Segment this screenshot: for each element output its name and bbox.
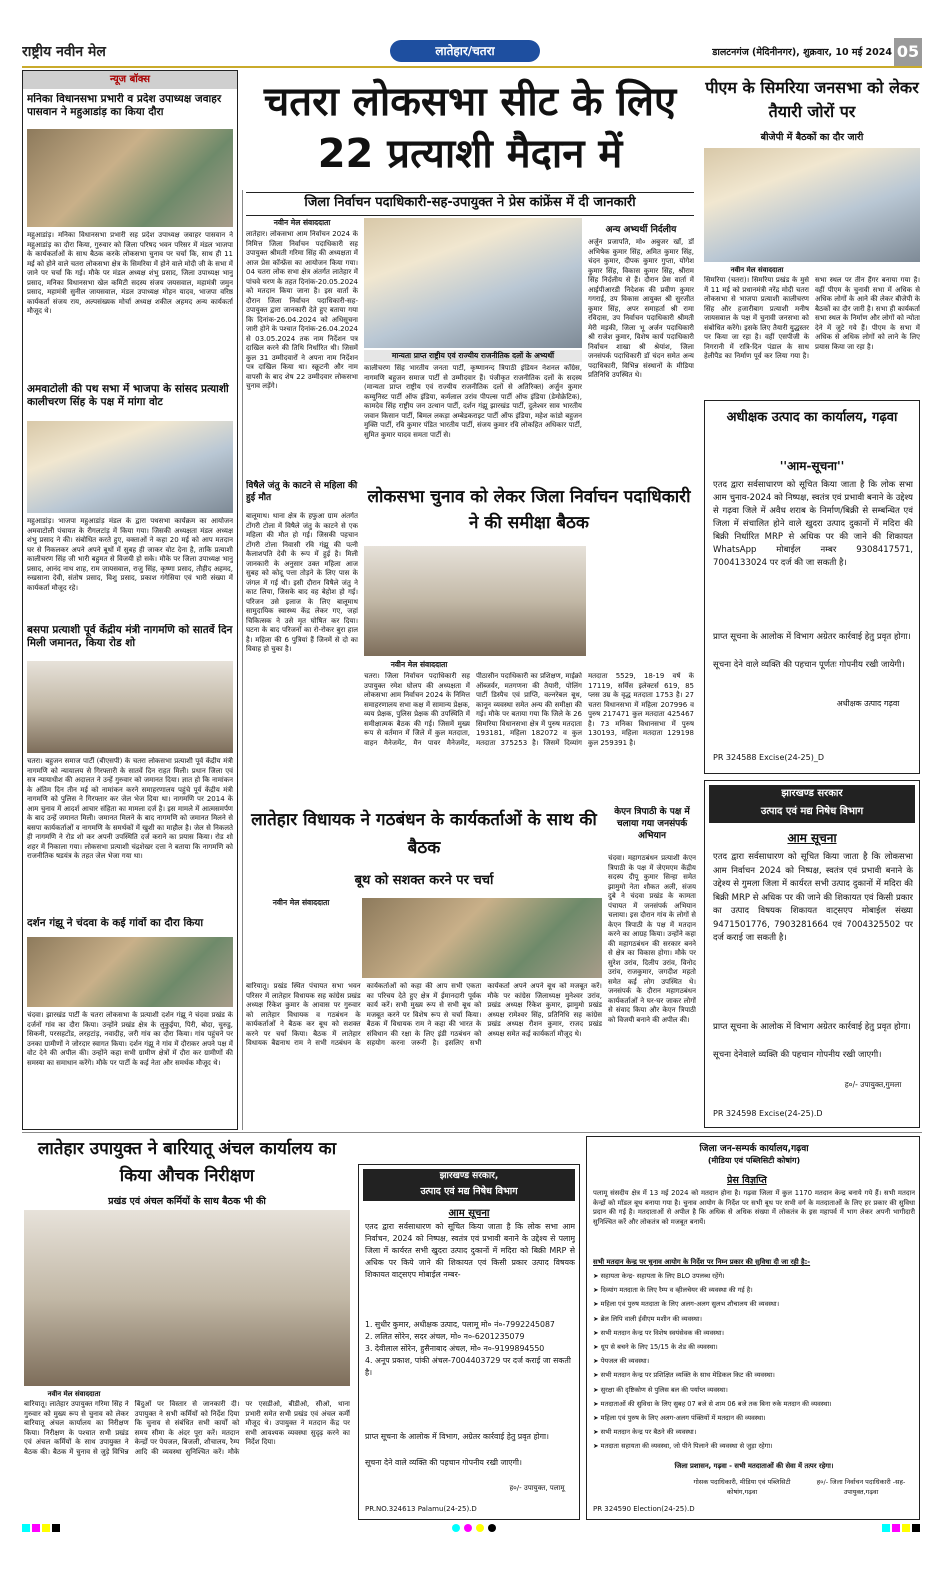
story-headline: दर्शन गंझू ने चंदवा के कई गांवों का दौरा किया <box>27 917 204 929</box>
news-box <box>22 70 238 1130</box>
ad-notice-title: आम सूचना <box>448 1208 490 1219</box>
ad-list-item: ➤ मतदाताओं की सुविधा के लिए सुबह 07 बजे से शाम 06 बजे तक बिना रुके मतदान की व्यवस्था। <box>593 1399 832 1408</box>
simaria-photo <box>704 148 920 262</box>
ad-sign-right: ह०/- जिला निर्वाचन पदाधिकारी -सह- उपायुक्त,गढ़वा <box>816 1478 906 1496</box>
ad-list-item: ➤ सभी मतदान केन्द्र पर बैठने की व्यवस्था। <box>593 1428 697 1437</box>
simaria-headline: पीएम के सिमरिया जनसभा को लेकर तैयारी जोरों पर <box>705 78 919 121</box>
story-body: महुआडांड़। मनिका विधानसभा प्रभारी सह प्रदेश उपाध्यक्ष जवाहर पासवान ने महुआडांड़ का दौरा किया, गुरुवार को जिला परिषद भवन परिसर में मंडल भाजपा के कार्यकर्ताओं के साथ बैठक करके लोकसभा चुनाव पर चर्चा कि, साथ ही 11 मई को होने वाले चतरा लोकसभा क्षेत्र के सिमरिया में होने वाले मोदी जी के सभा में जाने पर चर्चा कि गई। मौके पर मंडल अध्यक्ष शंभु प्रसाद, जिला उपाध्यक्ष भानु प्रसाद, मनिका विधानसभा खेल कमिटी सदस्य संजय जयसवाल, महामंत्री जमुन प्रसाद, महामंत्री सुनील जायसवाल, मंडल उपाध्यक्ष मोहन यादव, भाजपा वरिष्ठ कार्यकर्ता संजय राय, अल्पसंख्यक मोर्चा अध्यक्ष शकील अहमद अन्य कार्यकर्ता मौजूद थे। <box>27 231 233 315</box>
story-headline: बसपा प्रत्याशी पूर्व केंद्रीय मंत्री नागमणि को सातवें दिन मिली जमानत, किया रोड शो <box>27 624 233 649</box>
kenan-head: केएन त्रिपाठी के पक्ष में चलाया गया जनसंपर्क अभियान <box>614 807 690 841</box>
ad-title-1: झारखण्ड सरकार, <box>439 1171 499 1181</box>
ad-title: अधीक्षक उत्पाद का कार्यालय, गढ़वा <box>726 410 898 425</box>
bariyatu-photo <box>24 1210 350 1386</box>
others-body: अर्जुन प्रजापति, मो० अबुजर खाँ, डॉ अभिषेक कुमार सिंह, अमित कुमार सिंह, चंदन कुमार, दीपक कुमार गुप्ता, योगेश कुमार सिंह, विकास कुमार सिंह, श्रीराम सिंह निर्दलीय से हैं। दौरान प्रेस वार्ता में आईपीआरडी निदेशक की प्रवीण कुमार गगराई, उप विकास आयुक्त श्री सुरजीत कुमार सिंह, अपर समाहर्ता श्री रामा रविदास, उप निर्वाचन पदाधिकारी श्रीमती मेरी मड़की, जिला भू अर्जन पदाधिकारी श्री राजेश कुमार, विशेष कार्य पदाधिकारी निर्वाचन शाखा श्री श्रेयांश, जिला जनसंपर्क पदाधिकारी डॉ चंदन समेत अन्य पदाधिकारी, विभिन्न संस्थानों के मीडिया प्रतिनिधि उपस्थित थे। <box>588 238 694 379</box>
ad-palamu-excise <box>358 1164 580 1520</box>
dateline: डालटनगंज (मेदिनीनगर), शुक्रवार, 10 मई 2024 <box>712 47 892 58</box>
review-headline: लोकसभा चुनाव को लेकर जिला निर्वाचन पदाधिकारी ने की समीक्षा बैठक <box>367 487 691 533</box>
snake-head: विषैले जंतु के काटने से महिला की हुई मौत <box>246 481 358 503</box>
ad-sign: अधीक्षक उत्पाद गढ़वा <box>836 699 900 708</box>
story-headline: अमवाटोली की पथ सभा में भाजपा के सांसद प्रत्याशी कालीचरण सिंह के पक्ष में मांगा वोट <box>27 383 229 408</box>
bariyatu-body: बारियातू। लातेहार उपायुक्त गरिमा सिंह ने गुरुवार को मुख्य रूप से चुनाव को लेकर बारियातू अंचल कार्यालय का निरीक्षण किया। निरीक्षण के पश्चात सभी प्रखंड एवं अंचल कर्मियों के साथ उपायुक्त ने बैठक की। बैठक में चुनाव से जुड़े विभिन्न बिंदुओं पर विस्तार से जानकारी दी। उपायुक्त ने सभी कर्मियों को निर्देश दिया कि चुनाव से संबंधित सभी कार्यों को समय सीमा के अंदर पूरा करें। मतदान केन्द्रों पर पेयजल, बिजली, शौचालय, रैम्प आदि की व्यवस्था सुनिश्चित करें। मौके पर एसडीओ, बीडीओ, सीओ, थाना प्रभारी समेत सभी प्रखंड एवं अंचल कर्मी मौजूद थे। उपायुक्त ने मतदान केंद्र पर सभी आवश्यक व्यवस्था सुदृढ़ करने का निर्देश दिया। <box>24 1400 350 1456</box>
lead-byline: नवीन मेल संवाददाता <box>273 218 331 227</box>
news-box-label: न्यूज बॉक्स <box>23 71 237 89</box>
ad-title-2: (मीडिया एवं पब्लिसिटी कोषांग) <box>707 1156 801 1165</box>
ad-list-item: ➤ सुरक्षा की दृष्टिकोण से पुलिस बल की पर्याप्त व्यवस्था। <box>593 1385 728 1394</box>
story-headline: मनिका विधानसभा प्रभारी व प्रदेश उपाध्यक्ष जवाहर पासवान ने महुआडांड़ का किया दौरा <box>27 93 222 118</box>
ad-list-item: ➤ ब्रेल लिपि वाली ईवीएम मशीन की व्यवस्था। <box>593 1314 702 1323</box>
ad-list-item: 4. अनूप प्रकाश, पांकी अंचल-7004403729 पर दर्ज कराई जा सकती है। <box>365 1356 571 1377</box>
mla-headline: लातेहार विधायक ने गठबंधन के कार्यकर्ताओं के साथ की बैठक <box>251 810 597 858</box>
story-photo <box>27 129 233 227</box>
ad-list <box>365 1319 575 1429</box>
ad-body-2: प्राप्त सूचना के आलोक में विभाग अग्रेतर कार्रवाई हेतु प्रवृत होगा। <box>713 1022 911 1032</box>
simaria-body: सिमरिया (चतरा)। सिमरिया प्रखंड के मुसे में 11 मई को प्रधानमंत्री नरेंद्र मोदी चतरा लोकसभा से भाजपा प्रत्याशी कालीचरण सिंह और हजारीबाग प्रत्याशी मनीष जायसवाल के पक्ष में चुनावी जनसभा को संबोधित करेंगे। इसके लिए तैयारी युद्धस्तर पर किया जा रहा है। वहीं एसपीजी के निगरानी में रात्रि-दिन पंडाल के साथ हेलीपैड का निर्माण पूर्व कर लिया गया है। सभा स्थल पर तीन हैंगर बनाया गया है। वहीं पीएम के चुनावी सभा में अधिक से अधिक लोगों के आने की लेकर बीजेपी के बैठकों का दौर जारी है। सभा ही कार्यकर्ता सभा स्थल के निर्माण और लोगों को न्योता देने में जुटे गये हैं। पीएम के सभा में अधिक से अधिक लोगों को लाने के लिए प्रयास किया जा रहा है। <box>704 276 920 360</box>
ad-notice-title: आम सूचना <box>787 831 837 845</box>
ad-list-item: 2. ललित सोरेन, सदर अंचल, मो० न०-6201235079 <box>365 1332 525 1341</box>
ad-list-item: 1. सुधीर कुमार, अधीक्षक उत्पाद, पलामू मो० नं०-7992245087 <box>365 1320 555 1329</box>
ad-body: एतद द्वारा सर्वसाधारण को सूचित किया जाता है कि लोक सभा आम चुनाव-2024 को निष्पक्ष, स्वतंत्र एवं प्रभावी बनाने के उद्देश्य से गढ़वा जिले में अवैध शराब के निर्माण/बिक्री से सम्बन्धित एवं जिला में संचालित होने वाले खुदरा उत्पाद दुकानों में मदिरा की बिक्री निर्धारित MRP से अधिक पर की जाने की शिकायत WhatsApp मोबाईल नम्बर 9308417571, 7004133024 पर दर्ज की जा सकती है। <box>713 480 913 568</box>
ad-ref: PR.NO.324613 Palamu(24-25).D <box>365 1505 477 1513</box>
color-registration-strip <box>22 1524 922 1534</box>
ad-body: एतद द्वारा सर्वसाधारण को सूचित किया जाता है कि लोक सभा आम निर्वाचन, 2024 को निष्पक्ष, स्वतंत्र एवं प्रभावी बनाने के उद्देश्य से पलामू जिला में कार्यरत सभी खुदरा उत्पाद दुकानों में मदिरा को बिक्री MRP से अधिक पर किये जाने की शिकायत एवं किसी प्रकार उत्पाद विषयक शिकायत वाट्सएप मोबाईल नम्बर- <box>365 1222 575 1279</box>
simaria-subhead: बीजेपी में बैठकों का दौर जारी <box>760 132 864 143</box>
ad-list-item: ➤ पेयजल की व्यवस्था। <box>593 1357 650 1366</box>
snake-body: बालूमाथ। थाना क्षेत्र के हफुआ ग्राम अंतर्गत टोंगरी टोला में विषैले जंतु के काटने से एक महिला की मौत हो गई। जिसकी पहचान टोंगरी टोला निवासी रवि गंझू की पत्नी कैलाशपति देवी के रूप में हुई है। मिली जानकारी के अनुसार उक्त महिला आज सुबह को कोदू पत्ता तोड़ने के लिए पास के जंगल में गई थी। इसी दौरान विषैले जंतु ने काट लिया, जिसके बाद वह बेहोश हो गई। परिजन उसे इलाज के लिए बालूमाथ सामुदायिक स्वास्थ्य केंद्र लेकर गए, जहां चिकित्सक ने उसे मृत घोषित कर दिया। घटना के बाद परिजनों का रो-रोकर बुरा हाल है। महिला की 6 पुत्रियां हैं जिनमें से दो का विवाह हो चुका है। <box>246 512 358 653</box>
story-photo <box>27 661 233 753</box>
lead-body: लातेहार। लोकसभा आम निर्वाचन 2024 के निमित्त जिला निर्वाचन पदाधिकारी सह उपायुक्त श्रीमती गरिमा सिंह की अध्यक्षता में आज प्रेस कॉन्फ्रेंस का आयोजन किया गया। 04 चतरा लोक सभा क्षेत्र अंतर्गत लातेहार में पांचवे चरण के तहत दिनांक-20.05.2024 को मतदान किया जाना है। इस वार्ता के दौरान जिला निर्वाचन पदाधिकारी-सह-उपायुक्त द्वारा जानकारी देते हुए बताया गया कि दिनांक-26.04.2024 को अधिसूचना जारी होने के पश्चात दिनांक-26.04.2024 से 03.05.2024 तक नाम निर्देशन पत्र दाखिल करने की तिथि निर्धारित थी। जिसमें कुल 31 उम्मीदवारों ने अपना नाम निर्देशन पत्र दाखिल किया था। स्क्रूटनी और नाम वापसी के बाद शेष 22 उम्मीदवार लोकसभा चुनाव लड़ेंगे। <box>246 230 358 390</box>
others-head: अन्य अभ्यर्थी निर्दलीय <box>605 225 677 235</box>
ad-notice-title: ''आम-सूचना'' <box>779 459 845 473</box>
lead-caption-body: कालीचरण सिंह भारतीय जनता पार्टी, कृष्णानन्द त्रिपाठी इंडियन नेशनल काँग्रेस, नागमणि बहुजन समाज पार्टी से उम्मीदवार हैं। पंजीकृत राजनीतिक दलों के सदस्य (मान्यता प्राप्त राष्ट्रीय एवं राज्यीय राजनीतिक दलों से अतिरिक्त) अर्जुन कुमार कम्युनिस्ट पार्टी ऑफ इंडिया, कर्मलाल उरांव पीपल्स पार्टी ऑफ इंडिया (डेमोक्रेटिक), कामदेव सिंह राष्ट्रीय जन उत्थान पार्टी, दर्शन गंझू झारखंड पार्टी, दुलेश्वर साव भारतीय जवान किसान पार्टी, बिमल लकड़ा अम्बेडकराइट पार्टी ऑफ इंडिया, महेश कांडो बहुजन मुक्ति पार्टी, रवि कुमार पंडित भारतीय पार्टी, संजय कुमार रवि लोकहित अधिकार पार्टी, सुमित कुमार यादव समता पार्टी से। <box>364 364 582 439</box>
bariyatu-headline: लातेहार उपायुक्त ने बारियातू अंचल कार्यालय का किया औचक निरीक्षण <box>37 1139 337 1186</box>
ad-footer-line: जिला प्रशासन, गढ़वा - सभी मतदाताओं की सेवा में तत्पर रहेगा। <box>674 1462 834 1470</box>
ad-garhwa-press <box>586 1136 920 1520</box>
ad-body-2: प्राप्त सूचना के आलोक में विभाग, अग्रेतर कार्रवाई हेतु प्रवृत होगा। <box>365 1432 549 1441</box>
ad-sign-left: गोसक पदाधिकारी, मीडिया एवं पब्लिसिटी कोषांग,गढ़वा <box>693 1478 791 1496</box>
mla-photo <box>362 898 602 978</box>
ad-ref: PR 324590 Election(24-25).D <box>593 1505 695 1513</box>
ad-title-1: झारखण्ड सरकार <box>781 788 843 799</box>
review-body: चतरा। जिला निर्वाचन पदाधिकारी सह उपायुक्त रमेश घोलप की अध्यक्षता में लोकसभा आम निर्वाचन 2024 के निमित्त समाहरणालय सभा कक्ष में सामान्य प्रेक्षक, व्यय प्रेक्षक, पुलिस प्रेक्षक की उपस्थिति में समीक्षात्मक बैठक की गई। जिसमें मुख्य रूप से वर्तमान में जिले में कुल मतदाता, वाहन मैनेजमेंट, मैन पावर मैनेजमेंट, पीठासीन पदाधिकारी का प्रशिक्षण, माईक्रो ऑब्जर्वर, मतगणना की तैयारी, पोलिंग पार्टी डिस्पैच एवं प्राप्ति, वल्नरेबल बूथ, कानून व्यवस्था समेत अन्य की समीक्षा की गई। मौके पर बताया गया कि जिले के 26 सिमरिया विधानसभा क्षेत्र में पुरुष मतदाता 193181, महिला 182072 व कुल मतदाता 375253 है। जिसमें दिव्यांग मतदाता 5529, 18-19 वर्ष के 17119, सर्विस इलेक्टर्स 619, 85 प्लस उम्र के वृद्ध मतदाता 1753 है। 27 चतरा विधानसभा में महिला 207996 व पुरुष 217471 कुल मतदाता 425467 है। 73 मनिका विधानसभा में पुरुष 130193, महिला मतदाता 129198 कुल 259391 है। <box>364 672 694 747</box>
ad-title-2: उत्पाद एवं मद्य निषेध विभाग <box>760 806 864 817</box>
review-byline: नवीन मेल संवाददाता <box>390 660 448 669</box>
bottom-rule <box>22 1132 922 1133</box>
story-body: महुआडांड़। भाजपा महुआडांड़ मंडल के द्वारा पथसभा कार्यक्रम का आयोजन अमवाटोली पंचायत के रीगलटांड़ में किया गया। जिसकी अध्यक्षता मंडल अध्यक्ष शंभु प्रसाद ने की। संबोधित करते हुए, वक्ताओं ने कहा 20 मई को आप मतदान घर से निकलकर अपने अपने बूथों में सुबह ही जाकर वोट देना है, ताकि प्रत्याशी कालीचरण सिंह जी भारी बहुमत से विजयी हो सके। मौके पर जिला उपाध्यक्ष भानु प्रसाद, आनंद नाथ शाह, राम जायसवाल, राजु सिंह, कृष्णा प्रसाद, तौहीद अहमद, रुखसाना देवी, संतोष प्रसाद, विशु प्रसाद, प्रकाश गंगेसिया एवं भारी संख्या में कार्यकर्ता मौजूद रहे। <box>27 517 233 592</box>
ad-list-item: ➤ मतदाता सहायता की व्यवस्था, जो पीने पिलाने की व्यवस्था से जुड़ा रहेगा। <box>593 1442 773 1451</box>
ad-list-item: ➤ महिला एवं पुरुष मतदाता के लिए अलग-अलग सुलभ शौचालय की व्यवस्था। <box>593 1300 780 1309</box>
ad-title-2: उत्पाद एवं मद्य निषेध विभाग <box>420 1186 518 1197</box>
ad-list-item: ➤ सभी मतदान केन्द्र पर विशेष स्वयंसेवक की व्यवस्था। <box>593 1328 724 1337</box>
story-photo <box>27 937 233 1007</box>
story-body: चंदवा। झारखंड पार्टी के चतरा लोकसभा के प्रत्याशी दर्शन गंझू ने चंदवा प्रखंड के दर्जनों गांव का दौरा किया। उन्होंने प्रखंड क्षेत्र के लुकुईया, पिरी, बोदा, चुरुडु, सिकनी, परसहटोंड, लरहटांड़, नवादीह, जरी गांव का दौरा किया। गांव पहुंचने पर उनका ग्रामीणों ने जोरदार स्वागत किया। दर्शन गंझू ने गांव में दौराकर अपने पक्ष में वोट देने की अपील की। उन्होंने कहा सभी ग्रामीण क्षेत्रों में दौरा कर ग्रामीणों की समस्या का समाधान करेंगे। मौके पर पार्टी के कई नेता और समर्थक मौजूद थे। <box>27 1011 233 1067</box>
masthead <box>22 38 922 66</box>
ad-gumla-excise <box>704 780 920 1128</box>
ad-list-item: ➤ सभी मतदान केन्द्र पर प्रशिक्षित व्यक्ति के साथ मेडिकल किट की व्यवस्था। <box>593 1371 775 1380</box>
ad-body-3: सूचना देनेवाले व्यक्ति की पहचान गोपनीय रखी जाएगी। <box>713 1050 882 1060</box>
ad-body-2: प्राप्त सूचना के आलोक में विभाग अग्रेतर कार्रवाई हेतु प्रवृत होगा। <box>713 632 911 642</box>
section-tag: लातेहार/चतरा <box>390 40 540 62</box>
column-rule <box>242 190 243 1130</box>
mla-body: बारियातू। प्रखंड स्थित पंचायत सभा भवन परिसर में लातेहार विधायक सह कांग्रेस प्रखंड अध्यक्ष रिंकेश कुमार के आवास पर गुरुवार को लातेहार विधायक व गठबंधन के कार्यकर्ताओं ने बैठक कर बूथ को सशक्त करने पर चर्चा किया। बैठक में लातेहार विधायक बैद्यनाथ राम ने सभी गठबंधन के कार्यकर्ताओं को कहा की आप सभी एकता का परिचय देते हुए क्षेत्र में ईमानदारी पूर्वक कार्य करें। सभी मुख्य रूप से सभी बूथ को मजबूत करने पर विशेष रूप से चर्चा किया। बैठक में विधायक राम ने कहा की भारत के संविधान की रक्षा के लिए इंडी गठबंधन को सहयोग करना जरूरी है। इसलिए सभी कार्यकर्ता अपने अपने बूथ को मजबूत करें। मौके पर कांग्रेस जिलाध्यक्ष मुनेश्वर उरांव, प्रखंड अध्यक्ष रिंकेश कुमार, झामुमो प्रखंड अध्यक्ष रामेश्वर सिंह, प्रतिनिधि सह कांग्रेस प्रखंड अध्यक्ष रौशन कुमार, राजद प्रखंड अध्यक्ष समेत कई कार्यकर्ता मौजूद थे। <box>246 982 602 1047</box>
paper-name: राष्ट्रीय नवीन मेल <box>22 44 106 60</box>
lead-headline: चतरा लोकसभा सीट के लिए 22 प्रत्याशी मैदान में <box>263 79 677 177</box>
ad-list-item: ➤ दिव्यांग मतदाता के लिए रैम्प व व्हीलचेयर की व्यवस्था की गई है। <box>593 1286 753 1295</box>
simaria-byline: नवीन मेल संवाददाता <box>730 266 784 274</box>
ad-list <box>593 1269 915 1459</box>
lead-subhead: जिला निर्वाचन पदाधिकारी-सह-उपायुक्त ने प्रेस कांफ्रेंस में दी जानकारी <box>246 192 694 216</box>
ad-title-1: जिला जन-सम्पर्क कार्यालय,गढ़वा <box>699 1144 809 1154</box>
ad-sign: ह०/- उपायुक्त,गुमला <box>844 1080 902 1089</box>
masthead-rule <box>22 66 922 68</box>
ad-body: पलामू संसदीय क्षेत्र में 13 मई 2024 को मतदान होना है। गढ़वा जिला में कुल 1170 मतदान केन्द्र बनाये गये हैं। सभी मतदान केन्द्रों को मॉडल बूथ बनाया गया है। चुनाव आयोग के निर्देश पर सभी बूथ पर सभी वर्ग के मतदाताओं के लिए हर प्रकार की सुविधा प्रदान की गई है। मतदाताओं से अपील है कि अधिक से अधिक संख्या में लोकतंत्र के इस महापर्व में भाग लेकर अपनी भागीदारी सुनिश्चित करें और लोकतंत्र को मजबूत बनायें। <box>593 1189 915 1226</box>
ad-list-item: 3. देवीलाल सोरेन, हुसैनाबाद अंचल, मो० न०-9199894550 <box>365 1344 545 1353</box>
bariyatu-byline: नवीन मेल संवाददाता <box>47 1390 101 1398</box>
ad-list-head: सभी मतदान केन्द्र पर चुनाव आयोग के निर्देश पर निम्न प्रकार की सुविधा दी जा रही है:- <box>593 1258 811 1266</box>
story-body: चतरा। बहुजन समाज पार्टी (बीएसपी) के चतरा लोकसभा प्रत्याशी पूर्व केंद्रीय मंत्री नागमणि को न्यायालय से गिरफ्तारी के सातवें दिन राहत मिली। प्रधान जिला एवं सत्र न्यायाधीश की अदालत ने उन्हें गुरुवार को जमानत दिया। ज्ञात हो कि नामांकन के अंतिम दिन तीन मई को नामांकन करने समाहरणालय पहुंचे पूर्व केंद्रीय मंत्री नागमणि को पुलिस ने गिरफ्तार कर जेल भेज दिया था। नागमणि पर 2014 के आम चुनाव में आदर्श आचार संहिता का मामला दर्ज है। इस मामले में आत्मसमर्पण के बाद उन्हें जमानत मिली। जमानत मिलने के बाद नागमणि को जमानत मिलने से बसपा कार्यकर्ताओं व नागमणि के समर्थकों में खुशी का माहौल है। जेल से निकलते ही नागमणि ने रोड शो कर अपनी उपस्थिति दर्ज कराने का प्रयास किया। रोड शो शहर में निकाला गया। लोकसभा प्रत्याशी चंद्रशेखर दत्ता ने बताया कि नागमणि को राजनीतिक षडयंत्र के तहत जेल भेजा गया था। <box>27 757 233 860</box>
ad-header-band <box>363 1169 575 1201</box>
ad-body-3: सूचना देने वाले व्यक्ति की पहचान पूर्णतः गोपनीय रखी जायेगी। <box>713 660 905 670</box>
review-photo <box>364 546 586 656</box>
page-number: 05 <box>894 38 922 66</box>
mla-subhead: बूथ को सशक्त करने पर चर्चा <box>354 873 494 888</box>
ad-list-item: ➤ महिला एवं पुरुष के लिए अलग-अलग पंक्तियों में मतदान की व्यवस्था। <box>593 1414 766 1423</box>
ad-body-3: सूचना देने वाले व्यक्ति की पहचान गोपनीय रखी जाएगी। <box>365 1458 522 1467</box>
ad-list-item: ➤ धूप से बचने के लिए 15/15 के शेड की व्यवस्था। <box>593 1343 718 1352</box>
bariyatu-subhead: प्रखंड एवं अंचल कर्मियों के साथ बैठक भी की <box>108 1196 266 1207</box>
lead-photo <box>364 218 582 348</box>
ad-body: एतद द्वारा सर्वसाधारण को सूचित किया जाता है कि लोकसभा आम निर्वाचन 2024 को निष्पक्ष, स्वतंत्र एवं प्रभावी बनाने के उद्देश्य से गुमला जिला में कार्यरत सभी उत्पाद दुकानों में मदिरा की बिक्री MRP से अधिक पर की जाने की शिकायत एवं किसी प्रकार का उत्पाद विषयक शिकायत वाट्सएप मोबाईल संख्या 9471501776, 7903281664 एवं 7004325502 पर दर्ज कराई जा सकती है। <box>713 852 913 943</box>
ad-list-item: ➤ सहायता केन्द्र- सहायता के लिए BLO उपलब्ध रहेंगे। <box>593 1272 725 1280</box>
ad-header-band <box>709 785 915 823</box>
story-photo <box>27 421 233 513</box>
mla-byline: नवीन मेल संवाददाता <box>272 898 330 907</box>
ad-ref: PR 324598 Excise(24-25).D <box>713 1109 823 1118</box>
lead-photo-caption: मान्यता प्राप्त राष्ट्रीय एवं राज्यीय राजनीतिक दलों के अभ्यर्थी <box>364 350 582 362</box>
ad-sign: ह०/- उपायुक्त, पलामू <box>509 1484 565 1492</box>
ad-notice-title: प्रेस विज्ञप्ति <box>727 1175 767 1186</box>
ad-garhwa-excise <box>704 400 920 774</box>
kenan-body: चंदवा। महागठबंधन प्रत्याशी केएन त्रिपाठी के पक्ष में जेएमएम केंद्रीय सदस्य दीपू कुमार सिन्हा समेत झामुमो नेता शौकत अली, संजय दुबे ने चंदवा प्रखंड के कामता पंचायत में जनसंपर्क अभियान चलाया। इस दौरान गांव के लोगों से केएन त्रिपाठी के पक्ष में मतदान करने का आग्रह किया। उन्होंने कहा की महागठबंधन की सरकार बनने से क्षेत्र का विकास होगा। मौके पर सुरेश उरांव, दिलीप उरांव, विनोद उरांव, राजकुमार, जगदीश महतो समेत कई लोग उपस्थित थे। जनसंपर्क के दौरान महागठबंधन कार्यकर्ताओं ने घर-घर जाकर लोगों से संवाद किया और केएन त्रिपाठी को विजयी बनाने की अपील की। <box>608 854 696 1024</box>
ad-ref: PR 324588 Excise(24-25)_D <box>713 753 825 762</box>
